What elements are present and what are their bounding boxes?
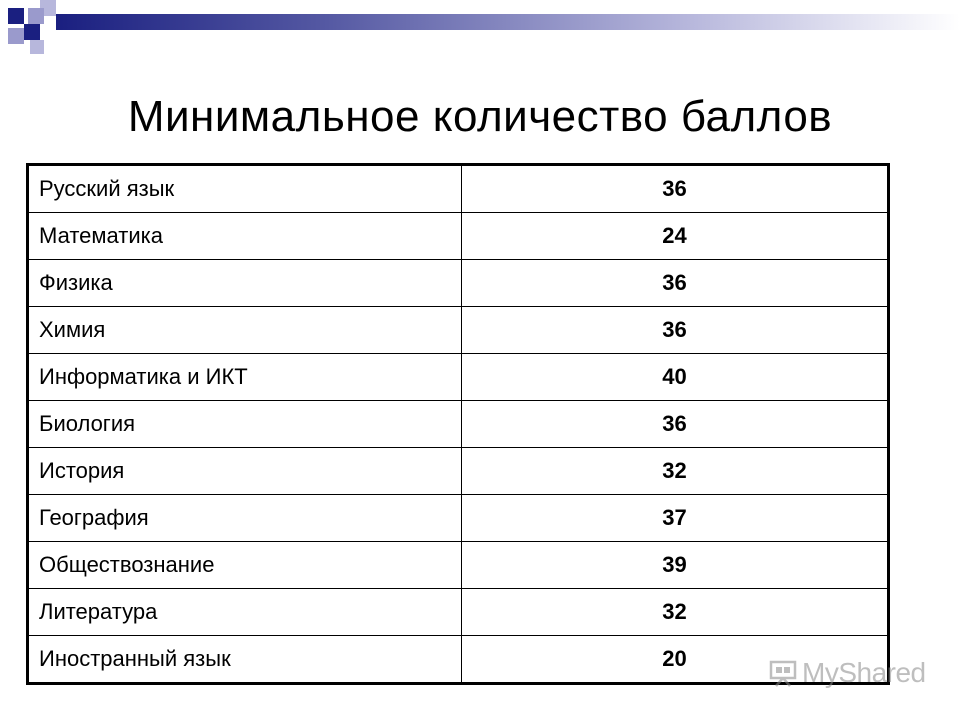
score-cell: 36 — [462, 401, 889, 448]
decor-square — [8, 8, 24, 24]
presentation-board-icon — [768, 658, 798, 688]
table-row — [28, 495, 889, 542]
table-row — [28, 401, 889, 448]
subject-cell: История — [28, 448, 462, 495]
decor-square — [8, 28, 24, 44]
table-row — [28, 213, 889, 260]
score-cell: 36 — [462, 165, 889, 213]
subject-cell: Химия — [28, 307, 462, 354]
decor-square — [24, 24, 40, 40]
table-row — [28, 636, 889, 684]
subject-cell: Обществознание — [28, 542, 462, 589]
subject-cell: Иностранный язык — [28, 636, 462, 684]
score-cell: 32 — [462, 589, 889, 636]
subject-cell: География — [28, 495, 462, 542]
score-cell: 36 — [462, 307, 889, 354]
subject-cell: Биология — [28, 401, 462, 448]
score-cell: 37 — [462, 495, 889, 542]
subject-cell: Русский язык — [28, 165, 462, 213]
score-cell: 32 — [462, 448, 889, 495]
scores-table — [26, 163, 890, 685]
watermark — [768, 656, 926, 690]
decor-square — [30, 40, 44, 54]
table-row — [28, 354, 889, 401]
header-gradient-bar — [56, 14, 960, 30]
subject-cell: Литература — [28, 589, 462, 636]
subject-cell: Математика — [28, 213, 462, 260]
subject-cell: Физика — [28, 260, 462, 307]
decor-square — [28, 8, 44, 24]
table-row — [28, 589, 889, 636]
score-cell: 20 — [462, 636, 889, 684]
table-row — [28, 307, 889, 354]
table-row — [28, 448, 889, 495]
slide-title: Минимальное количество баллов — [127, 92, 833, 141]
table-row — [28, 260, 889, 307]
score-cell: 36 — [462, 260, 889, 307]
score-cell: 40 — [462, 354, 889, 401]
score-cell: 24 — [462, 213, 889, 260]
score-cell: 39 — [462, 542, 889, 589]
watermark-text: MyShared — [802, 657, 926, 688]
table-row — [28, 542, 889, 589]
subject-cell: Информатика и ИКТ — [28, 354, 462, 401]
table-row — [28, 165, 889, 213]
